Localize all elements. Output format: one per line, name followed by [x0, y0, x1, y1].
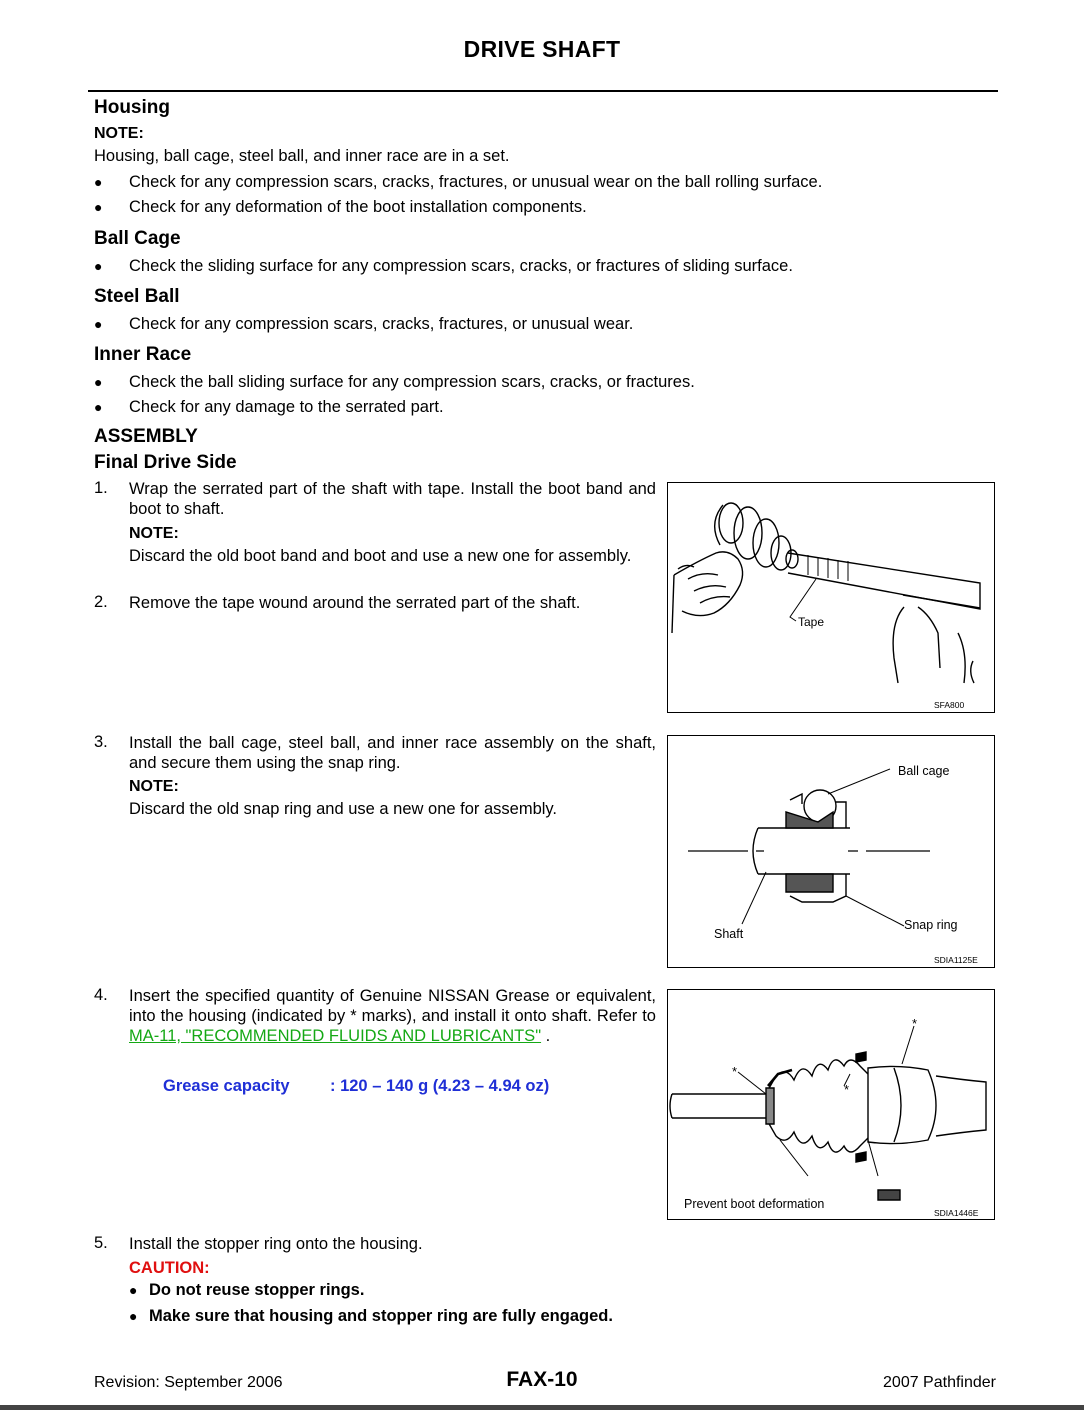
- step-2-text: Remove the tape wound around the serrated part of the shaft.: [129, 594, 581, 612]
- bullet-icon: ●: [94, 374, 103, 390]
- steel-ball-bullet-1: ● Check for any compression scars, cracks, fractures, or unusual wear.: [94, 315, 634, 333]
- step-3-text: Install the ball cage, steel ball, and inner race assembly on the shaft, and secure them using the snap ring.: [129, 734, 656, 772]
- boot-installation-illustration: [668, 483, 994, 712]
- ball-cage-label: Ball cage: [898, 764, 950, 778]
- step-4-text: Insert the specified quantity of Genuine NISSAN Grease or equivalent, into the housing (indicated by * marks), and install it onto shaft. Refer to MA-11, "RECOMMENDED FLUIDS AND LUBRICANTS" .: [129, 987, 656, 1045]
- caution-bullet-1: ● Do not reuse stopper rings.: [129, 1281, 365, 1299]
- header-rule: [88, 90, 998, 92]
- ball-cage-bullet-1: ● Check the sliding surface for any compression scars, cracks, or fractures of sliding surface.: [94, 257, 793, 275]
- step-3-note-label: NOTE:: [129, 778, 179, 795]
- footer-page-code: FAX-10: [506, 1368, 578, 1391]
- housing-bullet-2: ● Check for any deformation of the boot installation components.: [94, 198, 587, 216]
- inner-race-heading: Inner Race: [94, 344, 192, 365]
- housing-bullet-1: ● Check for any compression scars, cracks, fractures, or unusual wear on the ball rolling surface.: [94, 173, 823, 191]
- figure-ball-cage-snap-ring: [667, 735, 995, 968]
- bullet-icon: ●: [94, 174, 103, 190]
- tape-label: Tape: [798, 615, 825, 629]
- step-1-text: Wrap the serrated part of the shaft with tape. Install the boot band and boot to shaft.: [129, 480, 656, 518]
- figure-grease-housing: [667, 989, 995, 1220]
- grease-mark-1: *: [912, 1016, 918, 1031]
- grease-capacity-label: Grease capacity: [163, 1077, 290, 1095]
- step-1-note-text: Discard the old boot band and boot and use a new one for assembly.: [129, 547, 632, 565]
- step-4-number: 4.: [94, 986, 108, 1004]
- housing-heading: Housing: [94, 97, 170, 118]
- bullet-icon: ●: [94, 258, 103, 274]
- step-5-number: 5.: [94, 1234, 108, 1252]
- bullet-icon: ●: [129, 1282, 138, 1298]
- ball-cage-snap-ring-illustration: [668, 736, 994, 967]
- grease-housing-illustration: [668, 990, 994, 1219]
- assembly-heading: ASSEMBLY: [94, 426, 198, 447]
- bullet-icon: ●: [129, 1308, 138, 1324]
- step-1-note-label: NOTE:: [129, 525, 179, 542]
- steel-ball-heading: Steel Ball: [94, 286, 180, 307]
- footer-model: 2007 Pathfinder: [883, 1374, 996, 1391]
- prevent-boot-deformation-caption: Prevent boot deformation: [684, 1197, 825, 1211]
- page-bottom-edge: [0, 1405, 1084, 1410]
- caution-label: CAUTION:: [129, 1259, 210, 1277]
- bullet-icon: ●: [94, 199, 103, 215]
- footer-revision: Revision: September 2006: [94, 1374, 283, 1391]
- bullet-icon: ●: [94, 399, 103, 415]
- ma-11-link[interactable]: MA-11, "RECOMMENDED FLUIDS AND LUBRICANTS": [129, 1027, 542, 1045]
- housing-note-text: Housing, ball cage, steel ball, and inner race are in a set.: [94, 147, 510, 165]
- final-drive-side-heading: Final Drive Side: [94, 452, 237, 473]
- housing-note-label: NOTE:: [94, 125, 144, 142]
- step-1-number: 1.: [94, 479, 108, 497]
- figure-code-sfa800: SFA800: [934, 700, 965, 710]
- inner-race-bullet-2: ● Check for any damage to the serrated part.: [94, 398, 444, 416]
- figure-boot-installation: [667, 482, 995, 713]
- grease-mark-2: *: [732, 1064, 738, 1079]
- step-3-number: 3.: [94, 733, 108, 751]
- figure-code-sdia1446e: SDIA1446E: [934, 1208, 979, 1218]
- bullet-icon: ●: [94, 316, 103, 332]
- page-title: DRIVE SHAFT: [463, 36, 621, 62]
- grease-mark-3: *: [844, 1082, 850, 1097]
- shaft-label: Shaft: [714, 927, 744, 941]
- step-2-number: 2.: [94, 593, 108, 611]
- inner-race-bullet-1: ● Check the ball sliding surface for any compression scars, cracks, or fractures.: [94, 373, 695, 391]
- step-5-text: Install the stopper ring onto the housing.: [129, 1235, 423, 1253]
- snap-ring-label: Snap ring: [904, 918, 958, 932]
- step-3-note-text: Discard the old snap ring and use a new one for assembly.: [129, 800, 558, 818]
- grease-capacity-value: : 120 – 140 g (4.23 – 4.94 oz): [330, 1077, 550, 1095]
- ball-cage-heading: Ball Cage: [94, 228, 181, 249]
- figure-code-sdia1125e: SDIA1125E: [934, 955, 978, 965]
- caution-bullet-2: ● Make sure that housing and stopper ring are fully engaged.: [129, 1307, 613, 1325]
